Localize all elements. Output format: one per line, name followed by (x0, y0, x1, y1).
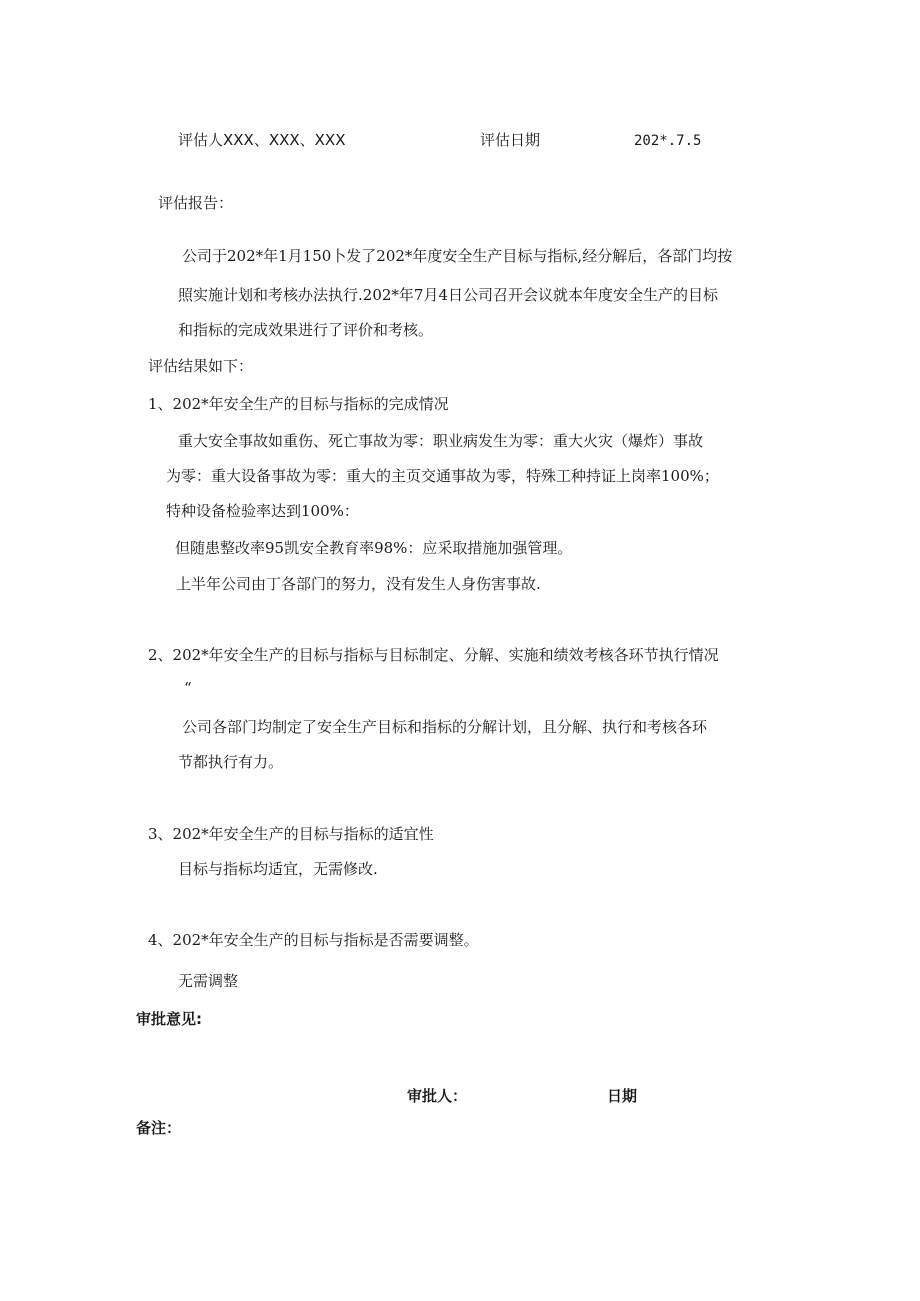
section-line: 特种设备检验率达到100%： (166, 502, 359, 520)
section-title: 1、202*年安全生产的目标与指标的完成情况 (148, 395, 449, 413)
results-heading: 评估结果如下： (148, 357, 254, 375)
section-line: 无需调整 (178, 972, 239, 990)
section-title: 4、202*年安全生产的目标与指标是否需要调整。 (148, 931, 479, 949)
section-line: 节都执行有力。 (178, 753, 284, 771)
section-line: 为零：重大设备事故为零：重大的主页交通事故为零，特殊工种持证上岗率100%； (166, 467, 719, 485)
section-line: 上半年公司由丁各部门的努力，没有发生人身伤害事故. (176, 575, 541, 593)
intro-line: 公司于202*年1月150卜发了202*年度安全生产目标与指标,经分解后，各部门均按 (182, 247, 733, 265)
section-line: 公司各部门均制定了安全生产目标和指标的分解计划，且分解、执行和考核各环 (182, 718, 708, 736)
date-value: 202*.7.5 (634, 133, 702, 149)
section-line: “ (184, 679, 192, 697)
intro-line: 和指标的完成效果进行了评价和考核。 (178, 321, 434, 339)
section-line: 重大安全事故如重伤、死亡事故为零：职业病发生为零：重大火灾（爆炸）事故 (178, 432, 704, 450)
approval-date-label: 日期 (607, 1087, 638, 1105)
intro-line: 照实施计划和考核办法执行.202*年7月4日公司召开会议就本年度安全生产的目标 (178, 286, 718, 304)
section-line: 但随患整改率95凯安全教育率98%：应采取措施加强管理。 (175, 539, 573, 557)
section-title: 2、202*年安全生产的目标与指标与目标制定、分解、实施和绩效考核各环节执行情况 (148, 646, 719, 664)
section-line: 目标与指标均适宜，无需修改. (178, 860, 378, 878)
remarks-label: 备注： (136, 1119, 182, 1137)
report-heading: 评估报告： (158, 194, 234, 212)
approval-opinion-label: 审批意见: (136, 1010, 202, 1028)
section-title: 3、202*年安全生产的目标与指标的适宜性 (148, 825, 434, 843)
assessors-text: 评估人XXX、XXX、XXX (178, 131, 346, 149)
date-label: 评估日期 (480, 131, 541, 149)
approver-label: 审批人： (407, 1087, 468, 1105)
